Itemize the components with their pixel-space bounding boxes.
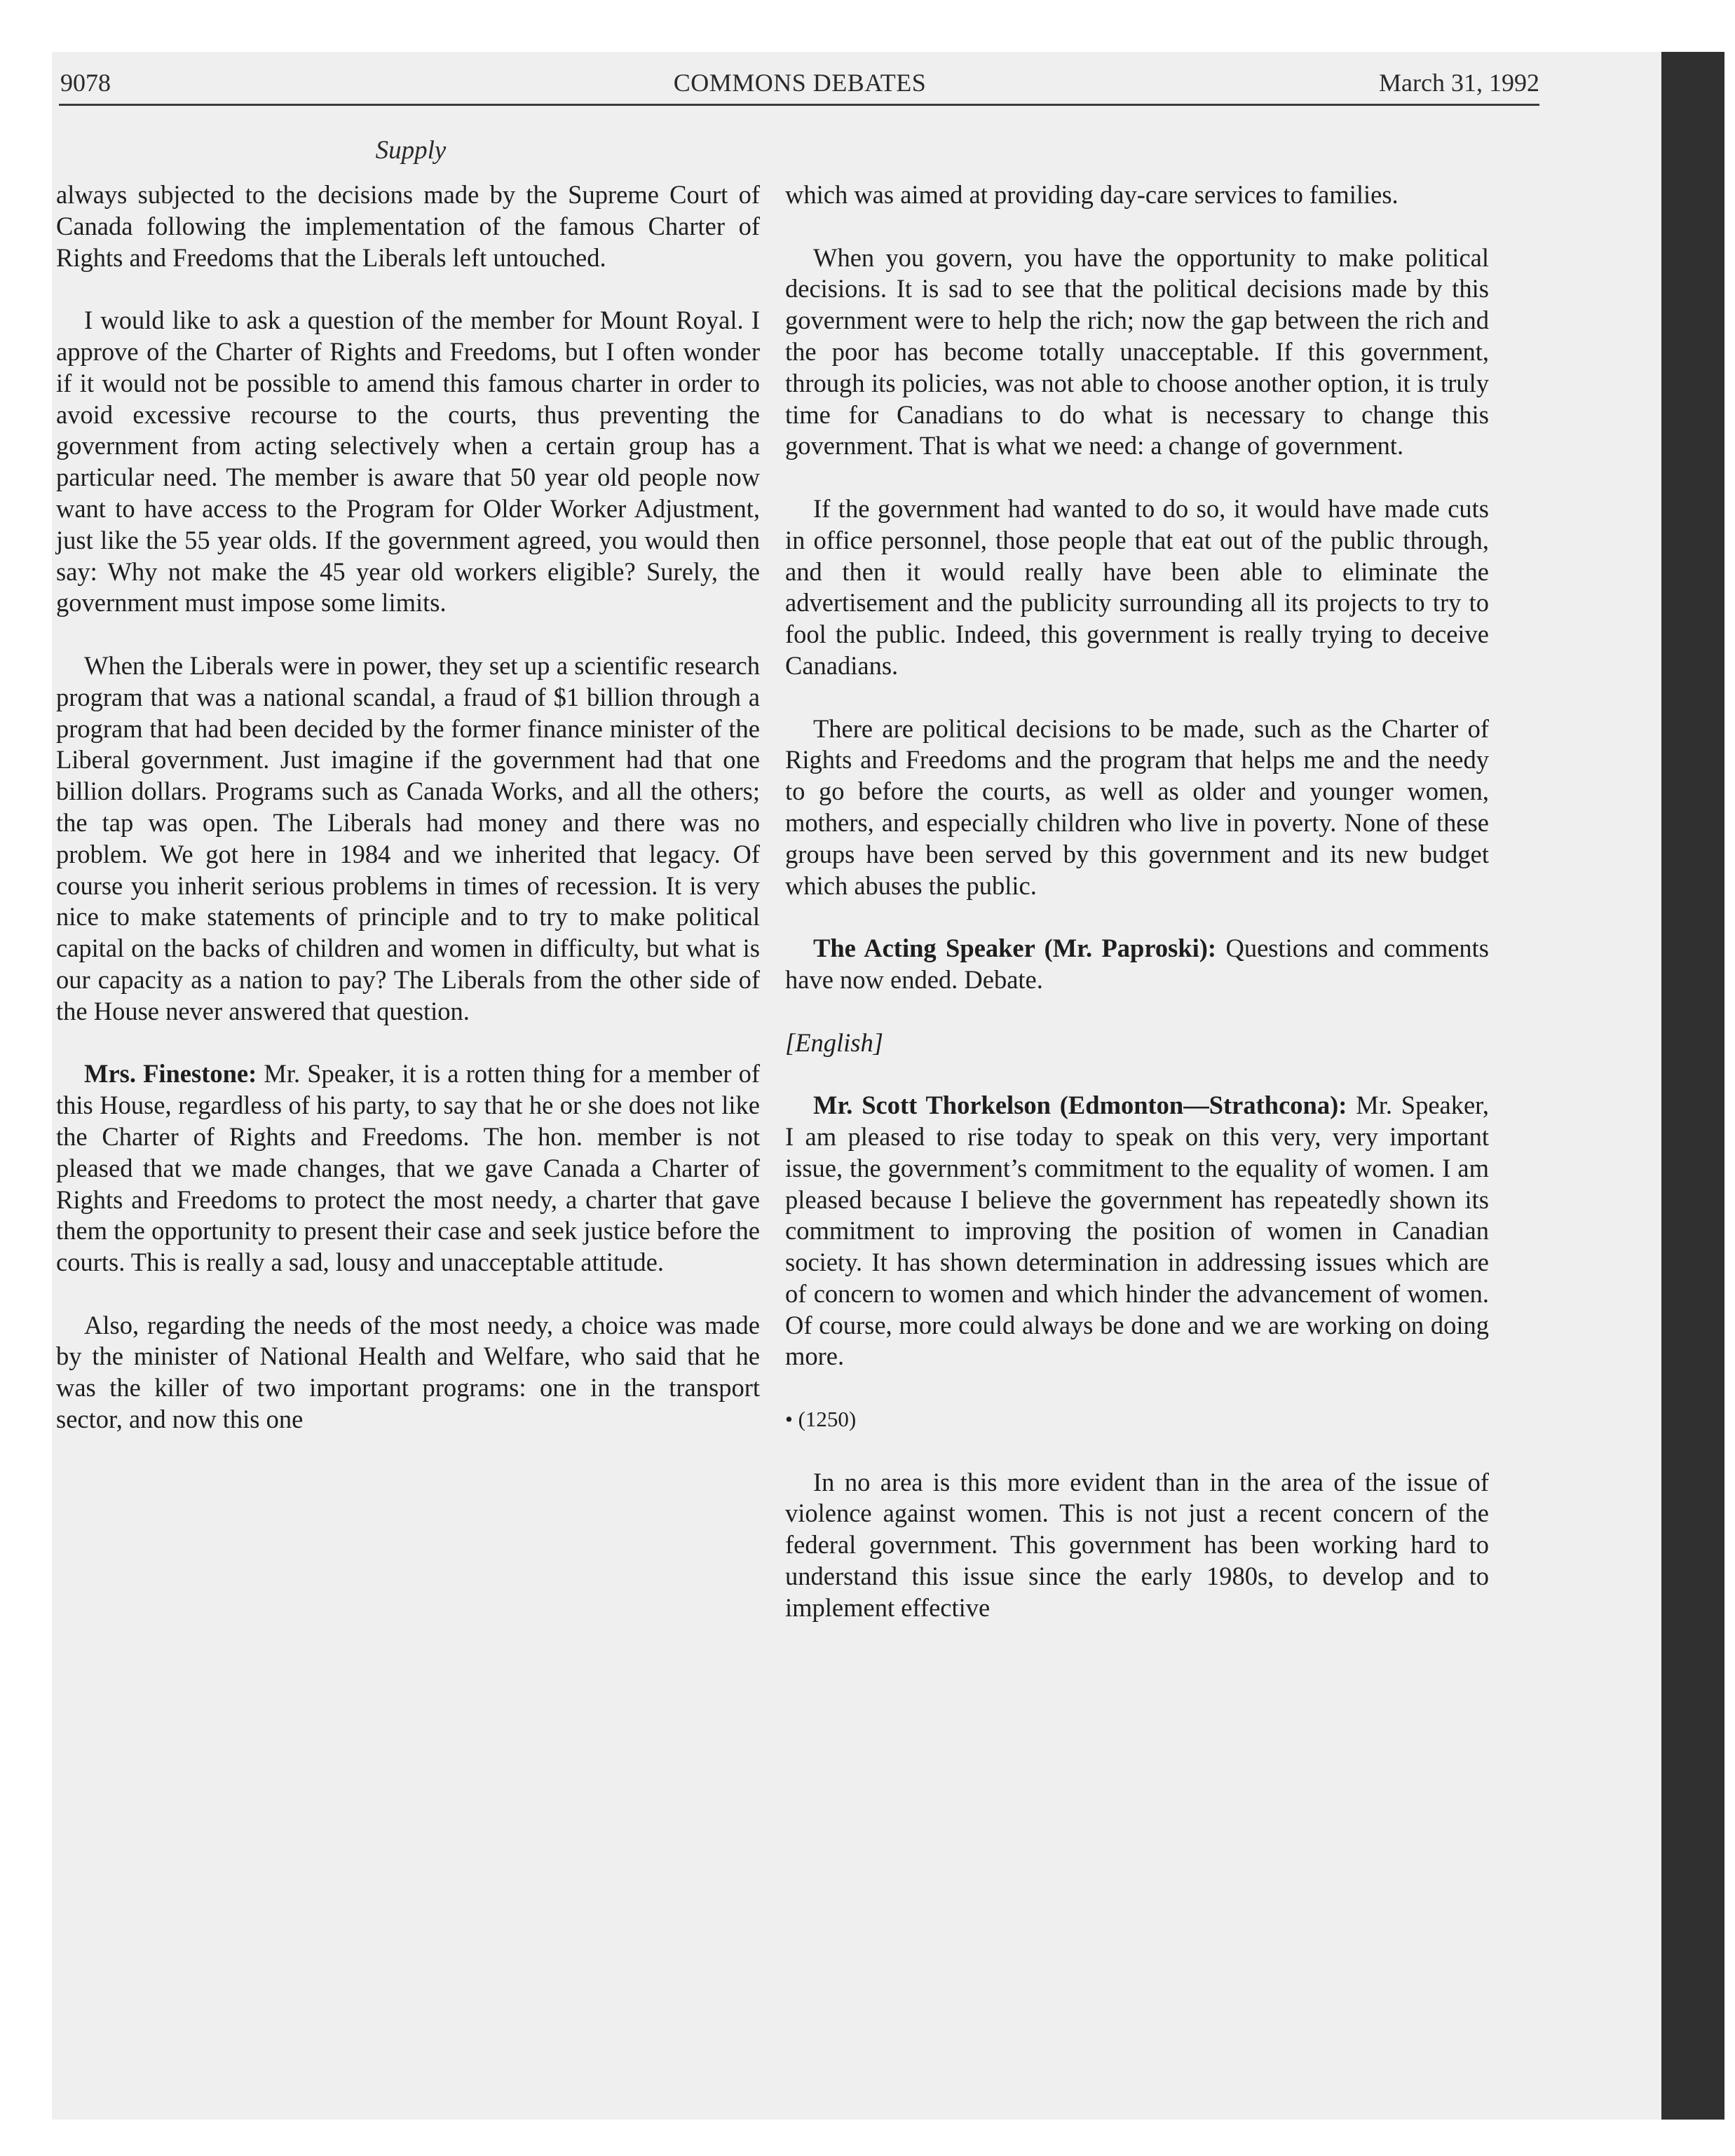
paragraph: which was aimed at providing day-care services to families. — [785, 180, 1399, 209]
issue-date: March 31, 1992 — [1379, 69, 1539, 97]
paragraph: When you govern, you have the opportunity to make political decisions. It is sad to see that the political decisions made by this government were to help the rich; now the gap between the rich and the poor has become totally unacceptable. If this government, through its policies, was not able to choose another option, it is truly time for Canadians to do what is necessary to change this government. That is what we need: a change of government. — [785, 243, 1489, 460]
publication-title: COMMONS DEBATES — [673, 69, 927, 97]
left-column — [56, 179, 760, 1435]
paragraph: If the government had wanted to do so, it would have made cuts in office personnel, those people that eat out of the public through, and then it would really have been able to eliminate the advertisement and the publicity surrounding all its projects to try to fool the public. Indeed, this government is really trying to deceive Canadians. — [785, 493, 1489, 680]
paragraph: When the Liberals were in power, they set up a scientific research program that was a national scandal, a fraud of $1 billion through a program that had been decided by the former finance minister of the Liberal government. Just imagine if the government had that one billion dollars. Programs such as Canada Works, and all the others; the tap was open. The Liberals had money and there was no problem. We got here in 1984 and we inherited that legacy. Of course you inherit serious problems in times of recession. It is very nice to make statements of principle and to try to make political capital on the backs of children and women in difficulty, but what is our capacity as a nation to pay? The Liberals from the other side of the House never answered that question. — [56, 650, 760, 1025]
scan-edge-shadow — [1661, 52, 1724, 2120]
right-column — [785, 179, 1489, 1624]
speech-thorkelson — [785, 1090, 1489, 1372]
speech-text: Mr. Speaker, I am pleased to rise today to speak on this very, very important issue, the government’s commitment to the equality of women. I am pleased because I believe the government has repeatedly shown its commitment to improving the position of women in Canadian society. It has shown determination in addressing issues which are of concern to women and which hinder the advancement of women. Of course, more could always be done and we are working on doing more. — [785, 1091, 1489, 1371]
time-marker: • (1250) — [785, 1407, 857, 1432]
speaker-name: Mr. Scott Thorkelson (Edmonton—Strathcona): — [813, 1091, 1347, 1120]
speech-text: Questions and comments have now ended. Debate. — [785, 934, 1490, 994]
paragraph: In no area is this more evident than in the area of the issue of violence against women. This is not just a recent concern of the federal government. This government has been working hard to understand this issue since the early 1980s, to develop and to implement effective — [785, 1467, 1489, 1622]
paragraph: There are political decisions to be made, such as the Charter of Rights and Freedoms and the program that helps me and the needy to go before the courts, as well as older and younger women, mothers, and especially children who live in poverty. None of these groups have been served by this government and its new budget which abuses the public. — [785, 714, 1489, 900]
paragraph: always subjected to the decisions made by the Supreme Court of Canada following the implementation of the famous Charter of Rights and Freedoms that the Liberals left untouched. — [56, 180, 760, 272]
header-rule — [59, 104, 1539, 106]
language-tag: [English] — [785, 1028, 883, 1057]
page-number: 9078 — [60, 69, 111, 97]
speech-text: Mr. Speaker, it is a rotten thing for a member of this House, regardless of his party, to say that he or she does not like the Charter of Rights and Freedoms. The hon. member is not pleased that we made changes, that we gave Canada a Charter of Rights and Freedoms to protect the most needy, a charter that gave them the opportunity to present their case and seek justice before the courts. This is really a sad, lousy and unacceptable attitude. — [56, 1059, 760, 1277]
speaker-name: Mrs. Finestone: — [84, 1059, 257, 1089]
speech-finestone — [56, 1058, 760, 1278]
speech-acting-speaker — [785, 933, 1489, 996]
paragraph: Also, regarding the needs of the most needy, a choice was made by the minister of National Health and Welfare, who said that he was the killer of two important programs: one in the transport sector, and now this one — [56, 1310, 760, 1434]
paragraph: I would like to ask a question of the member for Mount Royal. I approve of the Charter of Rights and Freedoms, but I often wonder if it would not be possible to amend this famous charter in order to avoid excessive recourse to the courts, thus preventing the government from acting selectively when a certain group has a particular need. The member is aware that 50 year old people now want to have access to the Program for Older Worker Adjustment, just like the 55 year olds. If the government agreed, you would then say: Why not make the 45 year old workers eligible? Surely, the government must impose some limits. — [56, 306, 760, 618]
section-label: Supply — [375, 136, 447, 165]
running-header — [60, 64, 1539, 101]
speaker-name: The Acting Speaker (Mr. Paproski): — [813, 934, 1217, 963]
